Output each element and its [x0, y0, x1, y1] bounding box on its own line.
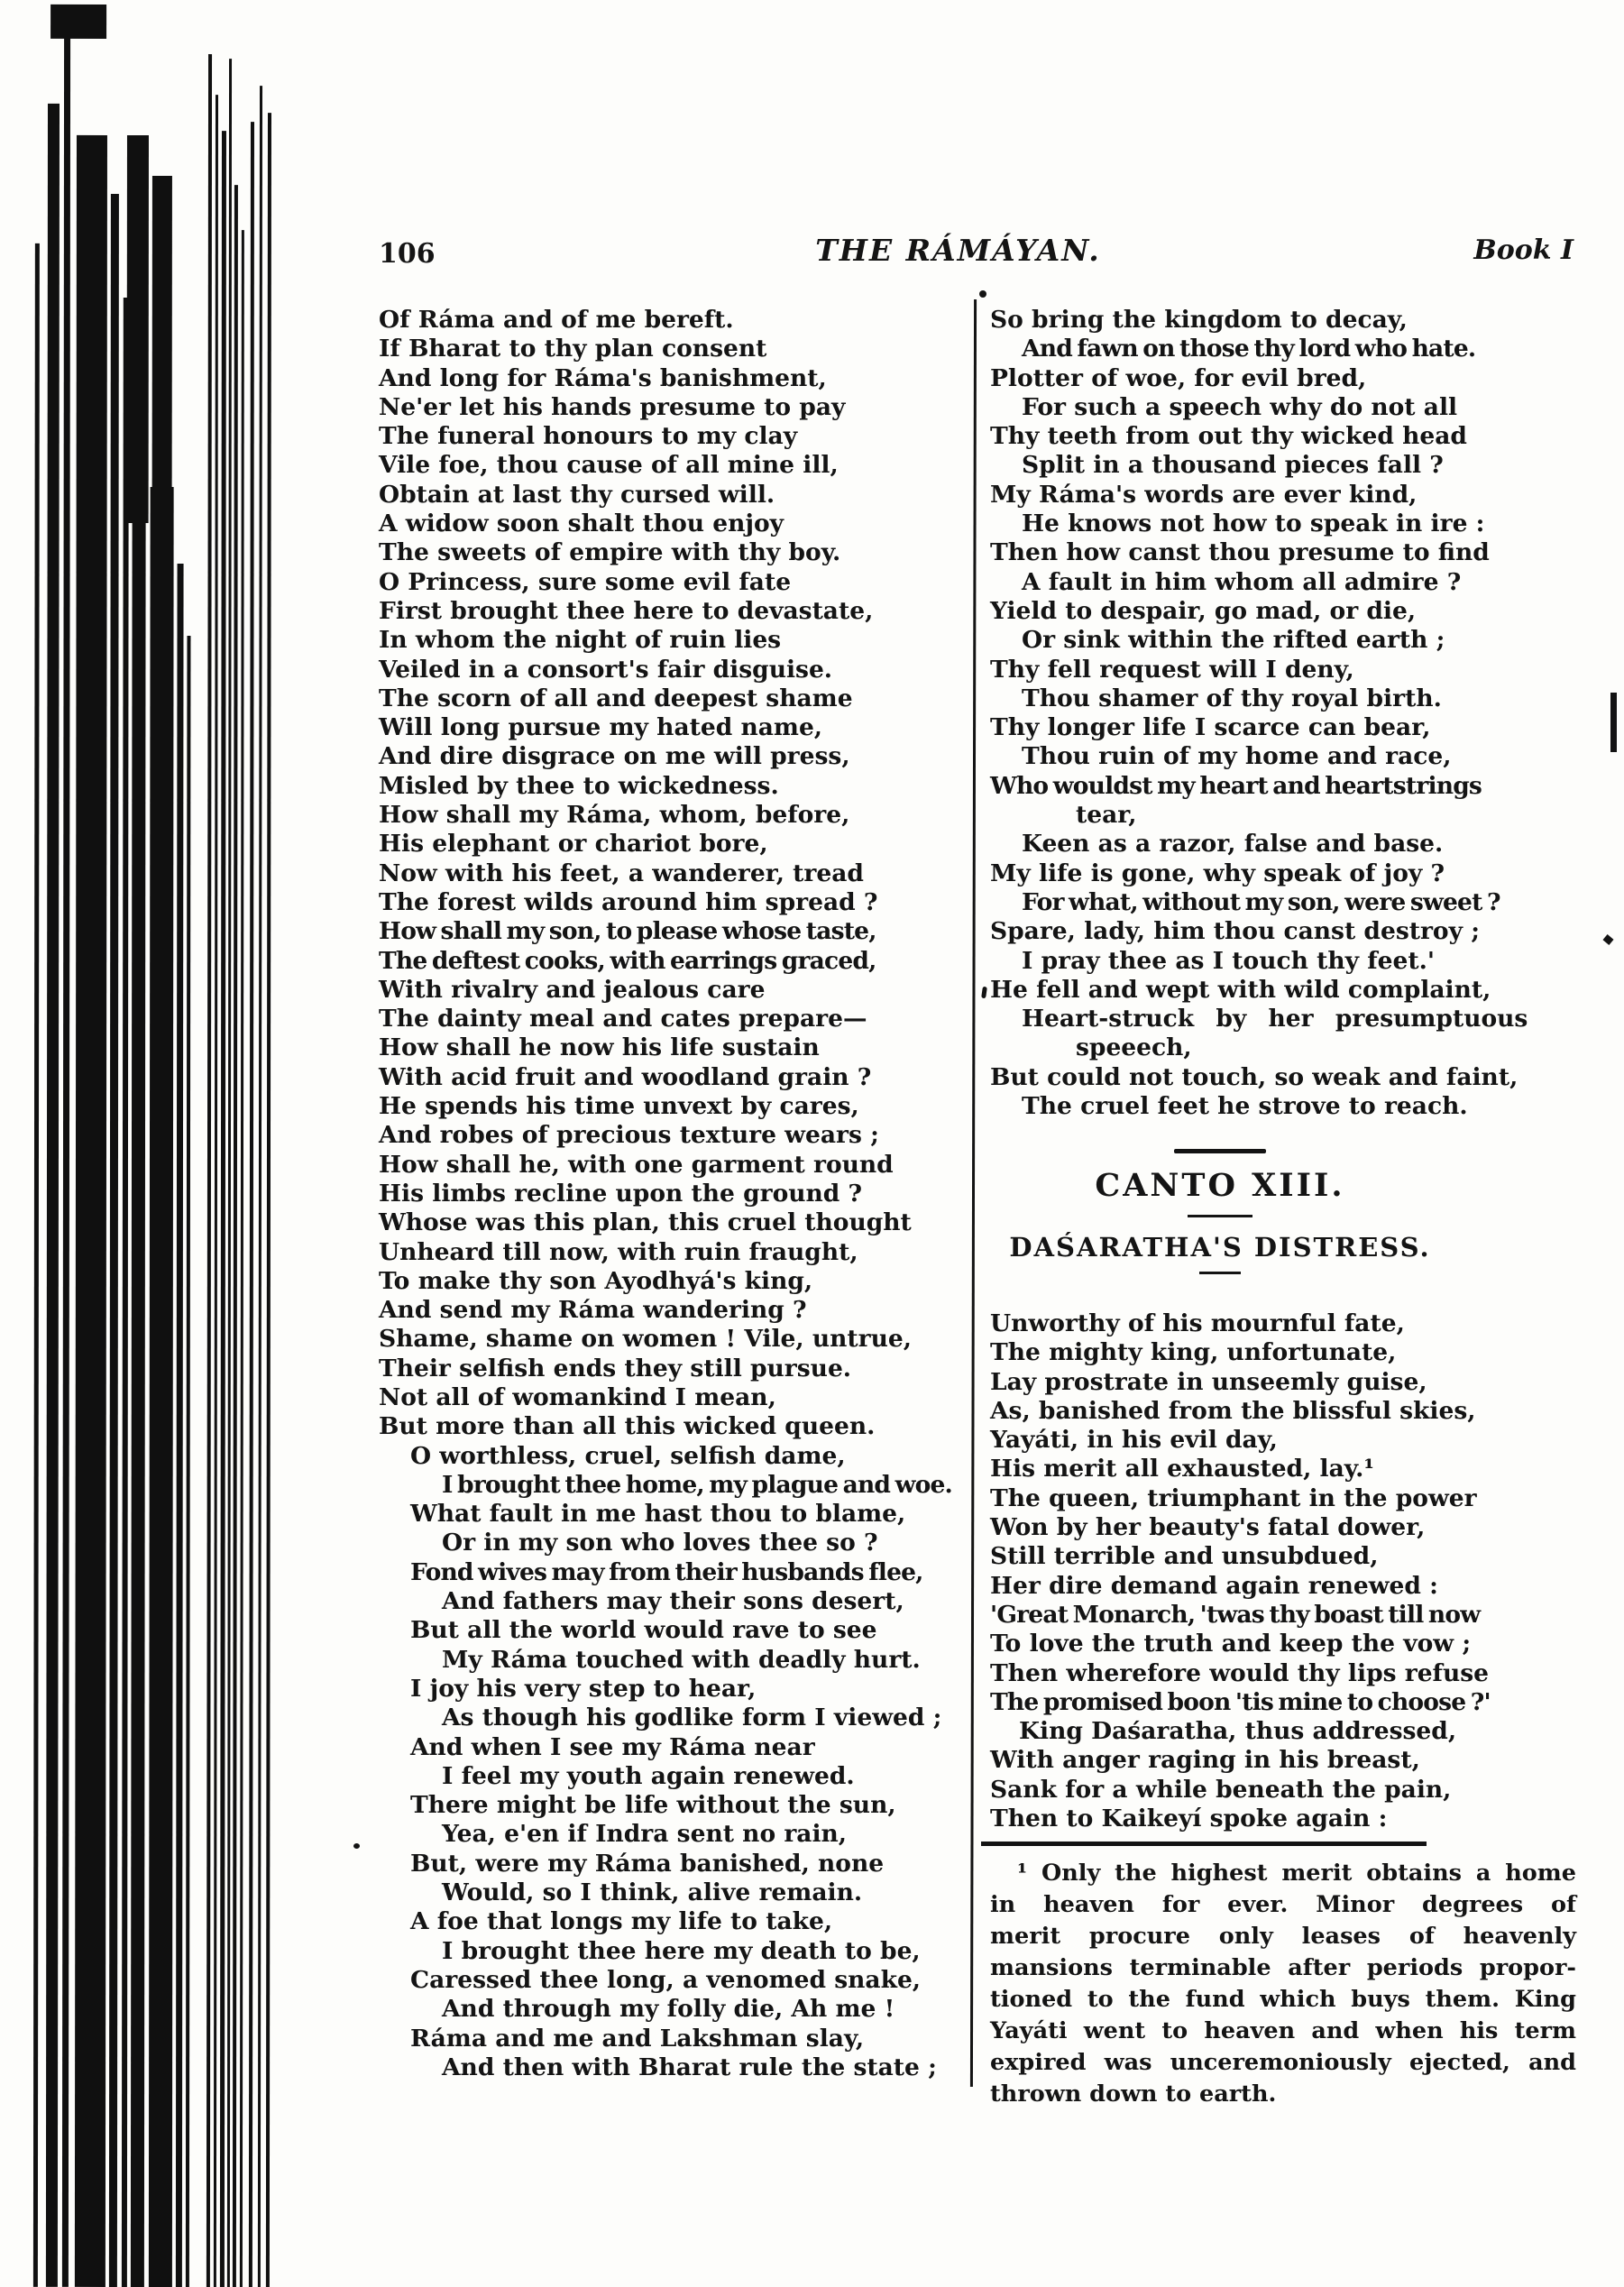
verse-line: I feel my youth again renewed. [442, 1761, 855, 1790]
verse-line: How shall my son, to please whose taste, [379, 917, 876, 946]
heading-rule [1199, 1272, 1241, 1274]
verse-line: For what, without my son, were sweet ? [1022, 887, 1500, 916]
footnote-line: in heaven for ever. Minor degrees of [990, 1891, 1576, 1918]
verse-line: Thy teeth from out thy wicked head [990, 422, 1467, 451]
verse-line: Then wherefore would thy lips refuse [990, 1658, 1490, 1687]
section-divider-rule [1174, 1149, 1266, 1153]
verse-line: Fond wives may from their husbands flee, [410, 1557, 923, 1586]
verse-line: His limbs recline upon the ground ? [379, 1179, 863, 1208]
verse-line: And fawn on those thy lord who hate. [1022, 335, 1476, 363]
verse-line: His merit all exhausted, lay.¹ [990, 1455, 1374, 1483]
scan-speck [1602, 934, 1613, 945]
verse-line: Spare, lady, him thou canst destroy ; [990, 917, 1481, 946]
verse-line: Keen as a razor, false and base. [1022, 830, 1444, 859]
verse-line: As though his godlike form I viewed ; [442, 1704, 942, 1732]
verse-line: I pray thee as I touch thy feet.' [1022, 946, 1435, 975]
verse-line: I brought thee home, my plague and woe. [442, 1470, 952, 1499]
verse-line: Yea, e'en if Indra sent no rain, [442, 1820, 848, 1849]
verse-line: What fault in me hast thou to blame, [410, 1500, 906, 1529]
verse-line: There might be life without the sun, [410, 1791, 896, 1820]
verse-line: With rivalry and jealous care [379, 975, 766, 1004]
verse-line: But more than all this wicked queen. [379, 1412, 876, 1441]
verse-line: The promised boon 'tis mine to choose ?' [990, 1687, 1491, 1716]
verse-line: Unworthy of his mournful fate, [990, 1309, 1405, 1337]
verse-line: And then with Bharat rule the state ; [442, 2053, 937, 2081]
verse-line: I joy his very step to hear, [410, 1674, 757, 1703]
footnote-line: ¹ Only the highest merit obtains a home [1017, 1860, 1576, 1887]
verse-line: And when I see my Ráma near [410, 1732, 815, 1761]
verse-line: He fell and wept with wild complaint, [990, 975, 1491, 1004]
footnote-line: thrown down to earth. [990, 2080, 1277, 2108]
verse-line: Unheard till now, with ruin fraught, [379, 1237, 858, 1266]
verse-line: Whose was this plan, this cruel thought [379, 1208, 912, 1237]
scan-binding-artifact [0, 0, 289, 2287]
verse-line: If Bharat to thy plan consent [379, 335, 767, 363]
verse-line: Now with his feet, a wanderer, tread [379, 859, 864, 887]
verse-line: And long for Ráma's banishment, [379, 363, 827, 392]
verse-line: And robes of precious texture wears ; [379, 1121, 879, 1150]
verse-line: Caressed thee long, a venomed snake, [410, 1965, 922, 1994]
verse-line: A foe that longs my life to take, [410, 1907, 833, 1936]
verse-line: For such a speech why do not all [1022, 392, 1458, 421]
verse-line: As, banished from the blissful skies, [990, 1396, 1476, 1425]
footnote-divider-rule [981, 1842, 1427, 1846]
verse-line: But could not touch, so weak and faint, [990, 1062, 1518, 1091]
verse-line: So bring the kingdom to decay, [990, 306, 1408, 334]
canto-title: CANTO XIII. [1095, 1167, 1345, 1204]
verse-line: O Princess, sure some evil fate [379, 567, 792, 596]
verse-line: Not all of womankind I mean, [379, 1382, 776, 1411]
verse-line: 'Great Monarch, 'twas thy boast till now [990, 1600, 1481, 1629]
verse-line: Who wouldst my heart and heartstrings [990, 771, 1482, 800]
verse-line: How shall he, with one garment round [379, 1150, 894, 1179]
verse-line: To love the truth and keep the vow ; [990, 1630, 1472, 1658]
verse-line: Obtain at last thy cursed will. [379, 480, 775, 509]
canto-verse [990, 1309, 1581, 1833]
scan-speck [981, 987, 987, 999]
verse-line: Plotter of woe, for evil bred, [990, 363, 1367, 392]
verse-line: Then to Kaikeyí spoke again : [990, 1805, 1388, 1833]
verse-line: How shall my Ráma, whom, before, [379, 801, 850, 830]
verse-line: With anger raging in his breast, [990, 1746, 1420, 1775]
verse-line: The funeral honours to my clay [379, 422, 798, 451]
verse-line: Thou ruin of my home and race, [1022, 742, 1452, 771]
verse-line: I brought thee here my death to be, [442, 1936, 921, 1965]
verse-line: speeech, [1076, 1033, 1192, 1062]
verse-line: The sweets of empire with thy boy. [379, 538, 841, 567]
verse-line: Misled by thee to wickedness. [379, 771, 779, 800]
verse-line: And dire disgrace on me will press, [379, 742, 850, 771]
verse-line: But all the world would rave to see [410, 1616, 877, 1645]
verse-line: He knows not how to speak in ire : [1022, 510, 1485, 538]
verse-line: Her dire demand again renewed : [990, 1571, 1438, 1600]
verse-line: Shame, shame on women ! Vile, untrue, [379, 1325, 912, 1354]
verse-line: To make thy son Ayodhyá's king, [379, 1266, 813, 1295]
page-number: 106 [379, 238, 436, 270]
canto-subtitle: DAŚARATHA'S DISTRESS. [1009, 1232, 1431, 1263]
footnote-line: expired was unceremoniously ejected, and [990, 2049, 1576, 2076]
footnote-line: merit procure only leases of heavenly [990, 1923, 1576, 1950]
scan-speck [353, 1843, 360, 1849]
verse-line: Would, so I think, alive remain. [442, 1878, 863, 1907]
verse-line: tear, [1076, 801, 1137, 830]
verse-line: In whom the night of ruin lies [379, 626, 782, 655]
verse-line: Still terrible and unsubdued, [990, 1542, 1379, 1571]
right-column-verse [990, 306, 1581, 1121]
book-label: Book I [1473, 234, 1574, 266]
verse-line: A widow soon shalt thou enjoy [379, 510, 784, 538]
verse-line: Thy longer life I scarce can bear, [990, 713, 1431, 742]
verse-line: Yayáti, in his evil day, [990, 1426, 1278, 1455]
verse-line: Yield to despair, go mad, or die, [990, 596, 1417, 625]
page-header [379, 233, 1574, 281]
scan-speck [979, 290, 986, 298]
verse-line: Thy fell request will I deny, [990, 655, 1354, 684]
verse-line: Then how canst thou presume to find [990, 538, 1490, 567]
verse-line: The forest wilds around him spread ? [379, 887, 878, 916]
footnote-line: tioned to the fund which buys them. King [990, 1986, 1576, 2013]
running-title: THE RÁMÁYAN. [815, 233, 1101, 268]
verse-line: My Ráma touched with deadly hurt. [442, 1645, 921, 1674]
verse-line: Ne'er let his hands presume to pay [379, 392, 846, 421]
verse-line: His elephant or chariot bore, [379, 830, 768, 859]
verse-line: Thou shamer of thy royal birth. [1022, 684, 1442, 712]
heading-rule [1188, 1215, 1252, 1217]
verse-line: And send my Ráma wandering ? [379, 1296, 807, 1325]
verse-line: Veiled in a consort's fair disguise. [379, 655, 833, 684]
verse-line: The mighty king, unfortunate, [990, 1338, 1397, 1367]
verse-line: The cruel feet he strove to reach. [1022, 1092, 1468, 1121]
left-column-verse [379, 306, 974, 2082]
verse-line: O worthless, cruel, selfish dame, [410, 1441, 846, 1470]
verse-line: My Ráma's words are ever kind, [990, 480, 1418, 509]
footnote [990, 1858, 1576, 2110]
verse-line: And through my folly die, Ah me ! [442, 1995, 895, 2024]
verse-line: The deftest cooks, with earrings graced, [379, 946, 876, 975]
verse-line: Their selfish ends they still pursue. [379, 1354, 852, 1382]
verse-line: A fault in him whom all admire ? [1022, 567, 1462, 596]
verse-line: Ráma and me and Lakshman slay, [410, 2024, 865, 2053]
scan-speck [1610, 693, 1617, 752]
verse-line: Won by her beauty's fatal dower, [990, 1513, 1426, 1542]
verse-line: How shall he now his life sustain [379, 1033, 820, 1062]
verse-line: With acid fruit and woodland grain ? [379, 1062, 872, 1091]
verse-line: Or sink within the rifted earth ; [1022, 626, 1445, 655]
verse-line: First brought thee here to devastate, [379, 596, 874, 625]
verse-line: And fathers may their sons desert, [442, 1587, 904, 1616]
verse-line: Of Ráma and of me bereft. [379, 306, 734, 334]
verse-line: Vile foe, thou cause of all mine ill, [379, 451, 839, 480]
verse-line: Will long pursue my hated name, [379, 713, 823, 742]
verse-line: The queen, triumphant in the power [990, 1483, 1477, 1512]
footnote-line: Yayáti went to heaven and when his term [990, 2017, 1576, 2044]
verse-line: The dainty meal and cates prepare— [379, 1005, 867, 1033]
verse-line: Sank for a while beneath the pain, [990, 1775, 1452, 1804]
verse-line: The scorn of all and deepest shame [379, 684, 853, 712]
verse-line: But, were my Ráma banished, none [410, 1849, 885, 1878]
verse-line: Heart-struck by her presumptuous [1022, 1005, 1528, 1033]
canto-heading-block [990, 1134, 1450, 1274]
verse-line: He spends his time unvext by cares, [379, 1092, 859, 1121]
verse-line: King Daśaratha, thus addressed, [1019, 1717, 1457, 1746]
verse-line: My life is gone, why speak of joy ? [990, 859, 1445, 887]
verse-line: Lay prostrate in unseemly guise, [990, 1367, 1427, 1396]
footnote-line: mansions terminable after periods propor- [990, 1954, 1576, 1981]
verse-line: Or in my son who loves thee so ? [442, 1529, 878, 1557]
verse-line: Split in a thousand pieces fall ? [1022, 451, 1444, 480]
